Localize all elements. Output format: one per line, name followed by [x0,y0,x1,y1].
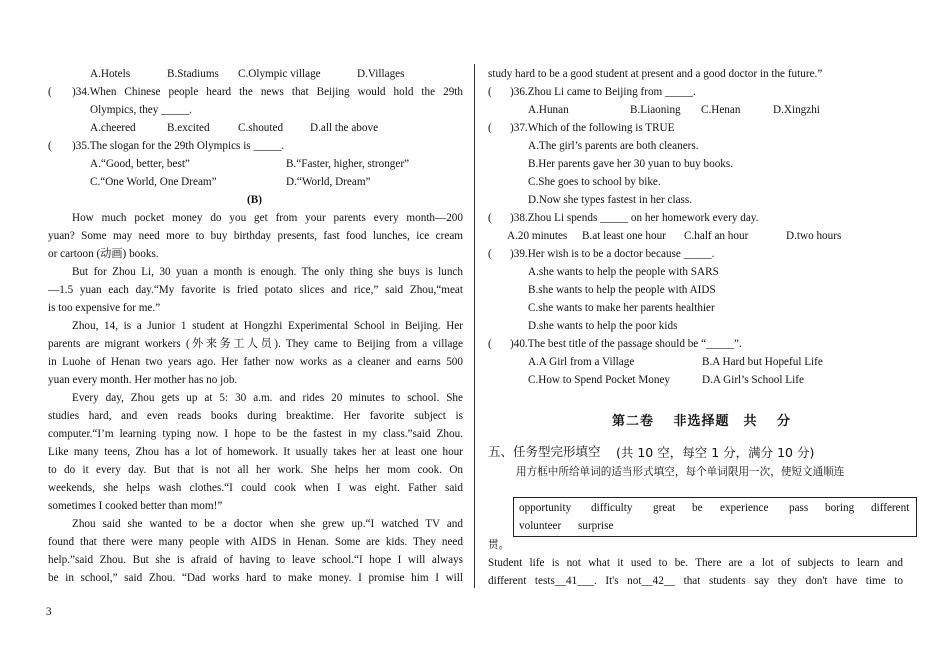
column-divider [474,64,475,588]
q35-paren: ( [48,140,52,152]
q40-paren: ( [488,338,492,350]
q37-stem: )37.Which of the following is TRUE [510,122,675,134]
passage-line: or cartoon (动画) books. [48,248,159,260]
q38-option-c: C.half an hour [684,230,749,242]
q35-option-b: B.“Faster, higher, stronger” [286,158,410,170]
q34-stem: )34.When Chinese people heard the news that Beijing would hold the 29th [72,86,463,98]
passage-line: to do it every day. But that is not all her work. She helps her mom cook. On [48,464,463,476]
q34-stem-cont: Olympics, they _____. [90,104,192,116]
q40-stem: )40.The best title of the passage should be “_____”. [510,338,742,350]
word-box-item: difficulty [591,502,633,514]
q38-option-d: D.two hours [786,230,842,242]
page-number: 3 [46,606,52,618]
q36-option-d: D.Xingzhi [773,104,820,116]
q39-option-c: C.she wants to make her parents healthier [528,302,715,314]
q39-stem: )39.Her wish is to be a doctor because _____. [510,248,715,260]
word-box-item: pass [789,502,809,514]
q40-option-b: B.A Hard but Hopeful Life [702,356,823,368]
q38-stem: )38.Zhou Li spends _____ on her homework every day. [510,212,759,224]
word-box-item: great [653,502,676,514]
q37-option-c: C.She goes to school by bike. [528,176,661,188]
word-box [513,497,917,537]
q38-option-a: A.20 minutes [507,230,568,242]
q35-option-c: C.“One World, One Dream” [90,176,217,188]
word-box-item: surprise [578,520,614,532]
q35-option-d: D.“World, Dream” [286,176,371,188]
word-box-item: opportunity [519,502,572,514]
passage-line: But for Zhou Li, 30 yuan a month is enough. The only thing she buys is lunch [72,266,463,278]
section5-heading: 五、任务型完形填空 [488,444,601,459]
q37-option-d: D.Now she types fastest in her class. [528,194,693,206]
q33-option-b: B.Stadiums [167,68,219,80]
q39-option-d: D.she wants to help the poor kids [528,320,678,332]
q36-option-c: C.Henan [701,104,741,116]
section5-note: (共 10 空，每空 1 分，满分 10 分) [616,445,815,460]
q36-option-b: B.Liaoning [630,104,681,116]
word-box-item: be [692,502,703,514]
passage-line: Zhou, 14, is a Junior 1 student at Hongzhi Experimental School in Beijing. Her [72,320,463,332]
q34-paren: ( [48,86,52,98]
passage-line: in Luohe of Henan two years ago. Her father now works as a cleaner and earns 500 [48,356,463,368]
q36-stem: )36.Zhou Li came to Beijing from _____. [510,86,696,98]
cloze-line: different tests__41___. It's not__42__ that students say they don't have time to [488,575,903,587]
passage-line: help.”said Zhou. But she is afraid of having to leave school.“I hope I will always [48,554,463,566]
part2-title: 第二卷 非选择题 共 分 [612,414,792,429]
passage-line: weekends, she helps wash clothes.“I could cook when I was eight. Father said [48,482,463,494]
q36-paren: ( [488,86,492,98]
cloze-line: Student life is not what it used to be. There are a lot of subjects to learn and [488,557,903,569]
q35-stem: )35.The slogan for the 29th Olympics is _____. [72,140,285,152]
q34-option-d: D.all the above [310,122,379,134]
q38-paren: ( [488,212,492,224]
q37-option-b: B.Her parents gave her 30 yuan to buy books. [528,158,734,170]
word-box-item: volunteer [519,520,562,532]
passage-line: Zhou said she wanted to be a doctor when she grew up.“I watched TV and [72,518,463,530]
q33-option-a: A.Hotels [90,68,131,80]
passage-line: be in school,” said Zhou. “Dad works hard to make money. I promise him I will [48,572,463,584]
passage-line: parents are migrant workers (外来务工人员). They came to Beijing from a village [48,338,463,350]
passage-line: study hard to be a good student at present and a good doctor in the future.” [488,68,823,80]
q34-option-c: C.shouted [238,122,284,134]
q40-option-c: C.How to Spend Pocket Money [528,374,671,386]
passage-line: —1.5 yuan each day.“My favorite is fried potato slices and rice,” said Zhou,“meat [48,284,463,296]
q38-option-b: B.at least one hour [582,230,666,242]
q40-option-d: D.A Girl’s School Life [702,374,804,386]
q37-paren: ( [488,122,492,134]
q40-option-a: A.A Girl from a Village [528,356,635,368]
word-box-item: boring [825,502,855,514]
q39-option-b: B.she wants to help the people with AIDS [528,284,716,296]
q34-option-a: A.cheered [90,122,136,134]
passage-line: studies hard, and even reads books during breaktime. Her favorite subject is [48,410,463,422]
q37-option-a: A.The girl’s parents are both cleaners. [528,140,699,152]
section5-instruction: 用方框中所给单词的适当形式填空，每个单词限用一次，使短文通顺连 [516,466,845,478]
q33-option-c: C.Olympic village [238,68,321,80]
passage-line: computer.“I’m learning typing now. I hope to be the fastest in my class.”said Zhou. [48,428,463,440]
passage-line: Every day, Zhou gets up at 5: 30 a.m. and rides 20 minutes to school. She [72,392,463,404]
passage-label: (B) [247,194,262,206]
passage-line: sometimes I cooked better than mom!” [48,500,223,512]
q35-option-a: A.“Good, better, best” [90,158,190,170]
section5-instruction-end: 贯。 [488,539,510,551]
q39-paren: ( [488,248,492,260]
passage-line: yuan? Some may need more to buy birthday presents, fast food lunches, ice cream [48,230,463,242]
passage-line: How much pocket money do you get from your parents every month—200 [72,212,463,224]
word-box-item: different [871,502,910,514]
passage-line: is too expensive for me.” [48,302,161,314]
q33-option-d: D.Villages [357,68,405,80]
passage-line: found that there were many people with AIDS in Henan. Some are kids. They need [48,536,463,548]
passage-line: yuan every month. Her mother has no job. [48,374,238,386]
q34-option-b: B.excited [167,122,210,134]
q36-option-a: A.Hunan [528,104,569,116]
q39-option-a: A.she wants to help the people with SARS [528,266,719,278]
passage-line: Like many teens, Zhou has a lot of homework. It usually takes her at least one hour [48,446,463,458]
word-box-item: experience [720,502,769,514]
